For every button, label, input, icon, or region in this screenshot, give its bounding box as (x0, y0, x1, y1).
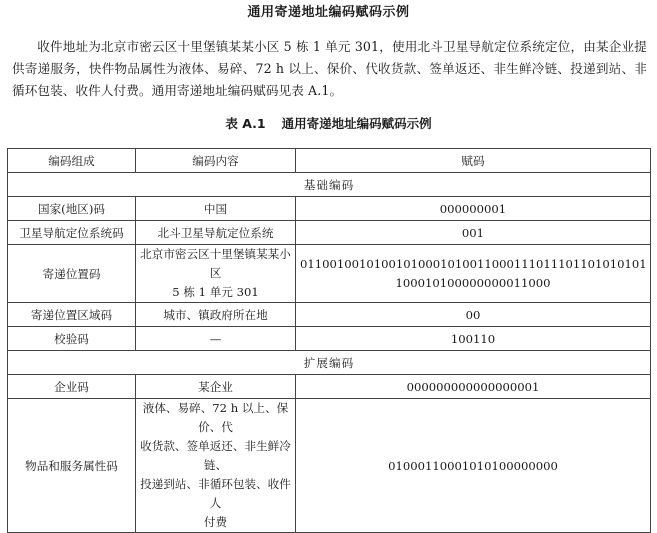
goods-label: 物品和服务属性码 (8, 399, 136, 533)
table-header-row (8, 149, 651, 173)
position-code-line2: 100010100000000011000 (395, 275, 551, 290)
position-content-line1: 北京市密云区十里堡镇某某小区 (140, 247, 291, 280)
header-composition: 编码组成 (8, 149, 136, 173)
goods-content-line1: 液体、易碎、72 h 以上、保价、代 (142, 401, 289, 434)
table-row-position (8, 245, 651, 303)
check-code: 100110 (296, 327, 651, 351)
position-code (296, 245, 651, 303)
position-label: 寄递位置码 (8, 245, 136, 303)
table-title: 通用寄递地址编码赋码示例 (281, 116, 432, 131)
document-heading: 通用寄递地址编码赋码示例 (247, 5, 410, 20)
enterprise-content: 某企业 (136, 375, 296, 399)
table-caption (0, 115, 657, 133)
table-row-goods (8, 399, 651, 533)
table-row-area (8, 303, 651, 327)
enterprise-label: 企业码 (8, 375, 136, 399)
goods-content (136, 399, 296, 533)
goods-code: 01000110001010100000000 (296, 399, 651, 533)
goods-content-line3: 投递到站、非循环包装、收件人 (140, 477, 291, 510)
country-content: 中国 (136, 197, 296, 221)
intro-paragraph: 收件地址为北京市密云区十里堡镇某某小区 5 栋 1 单元 301，使用北斗卫星导航定位系统定位，由某企业提供寄递服务，快件物品属性为液体、易碎、72 h 以上、保价、代收货款、签单返还、非生鲜冷链、投递到站、非循环包装、收件人付费。通用寄递地址编码赋码见表 A.1。 (12, 39, 647, 98)
table-row-enterprise (8, 375, 651, 399)
table-row-country (8, 197, 651, 221)
area-content: 城市、镇政府所在地 (136, 303, 296, 327)
position-content (136, 245, 296, 303)
header-content: 编码内容 (136, 149, 296, 173)
area-label: 寄递位置区域码 (8, 303, 136, 327)
goods-content-line4: 付费 (203, 515, 228, 529)
table-row-satellite (8, 221, 651, 245)
area-code: 00 (296, 303, 651, 327)
check-content: — (136, 327, 296, 351)
header-code: 赋码 (296, 149, 651, 173)
section-basic-label: 基础编码 (8, 173, 651, 197)
position-content-line2: 5 栋 1 单元 301 (172, 285, 259, 299)
section-row-basic (8, 173, 651, 197)
goods-content-line2: 收货款、签单返还、非生鲜冷链、 (140, 439, 291, 472)
enterprise-code: 000000000000000001 (296, 375, 651, 399)
position-code-line1: 01100100101001010001010011000111011101101010101 (300, 256, 647, 271)
satellite-code: 001 (296, 221, 651, 245)
satellite-label: 卫星导航定位系统码 (8, 221, 136, 245)
section-extended-label: 扩展编码 (8, 351, 651, 375)
satellite-content: 北斗卫星导航定位系统 (136, 221, 296, 245)
table-row-check (8, 327, 651, 351)
address-code-table (7, 148, 651, 533)
country-label: 国家(地区)码 (8, 197, 136, 221)
section-row-extended (8, 351, 651, 375)
country-code: 000000001 (296, 197, 651, 221)
table-number: 表 A.1 (225, 116, 266, 131)
check-label: 校验码 (8, 327, 136, 351)
